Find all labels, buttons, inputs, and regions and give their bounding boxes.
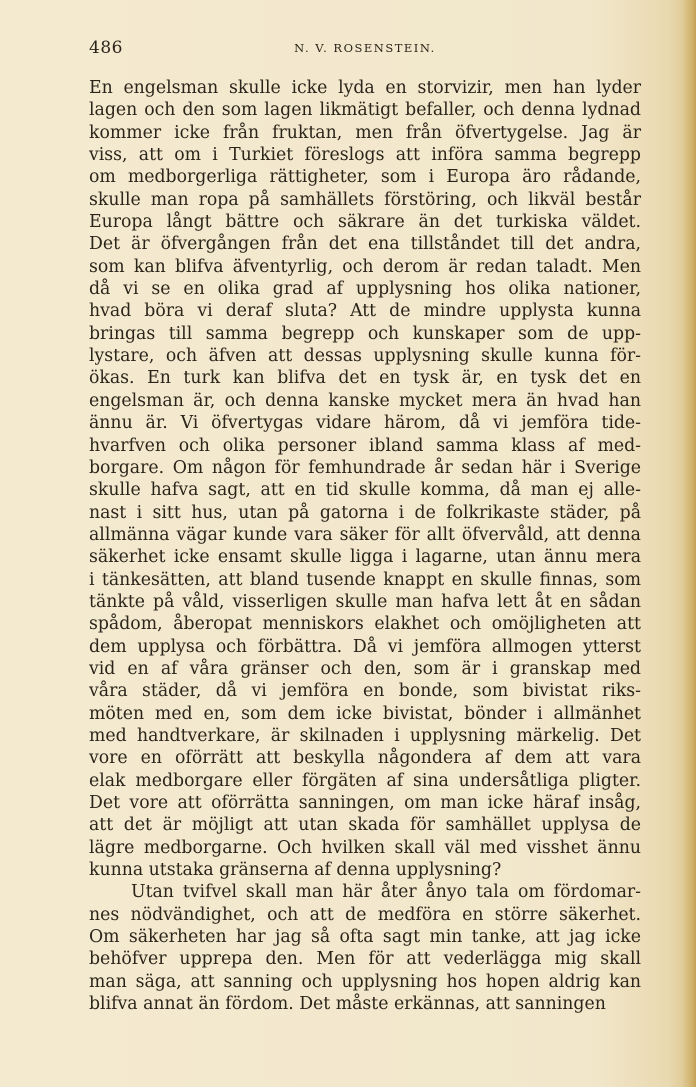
text-line: ökas. En turk kan blifva det en tysk är, en tysk det en xyxy=(89,368,641,389)
text-line: Europa långt bättre och säkrare än det turkiska väldet. xyxy=(89,212,641,233)
text-line: vore en oförrätt att beskylla någondera af dem att vara xyxy=(89,748,641,769)
text-line: skulle hafva sagt, att en tid skulle komma, då man ej alle- xyxy=(89,480,641,501)
text-line: allmänna vägar kunde vara säker för allt öfvervåld, att denna xyxy=(89,524,641,545)
text-line: våra städer, då vi jemföra en bonde, som bivistat riks- xyxy=(89,681,641,702)
text-line: Utan tvifvel skall man här åter ånyo tala om fördomar- xyxy=(131,882,641,903)
text-line: dem upplysa och förbättra. Då vi jemföra allmogen ytterst xyxy=(89,636,641,657)
text-line: Det vore att oförrätta sanningen, om man icke häraf insåg, xyxy=(89,793,641,813)
text-line: borgare. Om någon för femhundrade år sedan här i Sverige xyxy=(89,457,641,478)
text-line: behöfver upprepa den. Men för att vederlägga mig skall xyxy=(89,949,641,970)
text-line: Det är öfvergången från det ena tillståndet till det andra, xyxy=(89,234,641,255)
page-edge xyxy=(682,0,696,1087)
text-line: spådom, åberopat menniskors elakhet och omöjligheten att xyxy=(89,614,641,635)
text-line: säkerhet icke ensamt skulle ligga i lagarne, utan ännu mera xyxy=(89,547,641,568)
text-line: nes nödvändighet, och att de medföra en större säkerhet. xyxy=(89,904,641,925)
body-text xyxy=(89,77,641,1015)
text-line: blifva annat än fördom. Det måste erkännas, att sanningen xyxy=(89,994,606,1015)
text-line: att det är möjligt att utan skada för samhället upplysa de xyxy=(89,815,641,836)
text-line: man säga, att sanning och upplysning hos hopen aldrig kan xyxy=(89,971,641,992)
text-line: hvarfven och olika personer ibland samma klass af med- xyxy=(89,435,641,456)
page-number: 486 xyxy=(89,38,123,58)
text-line: ännu är. Vi öfvertygas vidare härom, då vi jemföra tide- xyxy=(89,413,641,434)
text-line: lystare, och äfven att dessas upplysning skulle kunna för- xyxy=(89,346,641,367)
text-line: kommer icke från fruktan, men från öfvertygelse. Jag är xyxy=(89,122,641,143)
text-line: engelsman är, och denna kanske mycket mera än hvad han xyxy=(89,390,641,411)
text-line: hvad böra vi deraf sluta? Att de mindre upplysta kunna xyxy=(89,301,641,322)
text-line: om medborgerliga rättigheter, som i Europa äro rådande, xyxy=(89,167,641,188)
text-line: tänkte på våld, visserligen skulle man hafva lett åt en sådan xyxy=(89,591,641,612)
text-line: nast i sitt hus, utan på gatorna i de folkrikaste städer, på xyxy=(89,502,641,523)
text-line: En engelsman skulle icke lyda en storvizir, men han lyder xyxy=(89,78,641,98)
text-line: elak medborgare eller förgäten af sina undersåtliga pligter. xyxy=(89,770,641,791)
page-header xyxy=(89,38,641,58)
text-line: Om säkerheten har jag så ofta sagt min tanke, att jag icke xyxy=(89,927,641,948)
text-line: med handtverkare, är skilnaden i upplysning märkelig. Det xyxy=(89,725,641,746)
text-line: skulle man ropa på samhällets förstöring, och likväl består xyxy=(89,189,641,210)
text-line: bringas till samma begrepp och kunskaper som de upp- xyxy=(89,323,641,344)
text-line: i tänkesätten, att bland tusende knappt en skulle finnas, som xyxy=(89,569,641,590)
text-line: lägre medborgarne. Och hvilken skall väl med visshet ännu xyxy=(89,837,641,858)
running-head: N. V. ROSENSTEIN. xyxy=(294,41,436,55)
text-line: som kan blifva äfventyrlig, och derom är redan taladt. Men xyxy=(89,256,641,277)
text-line: lagen och den som lagen likmätigt befaller, och denna lydnad xyxy=(89,100,641,121)
text-line: möten med en, som dem icke bivistat, bönder i allmänhet xyxy=(89,703,641,724)
text-line: vid en af våra gränser och den, som är i granskap med xyxy=(89,658,641,679)
text-line: viss, att om i Turkiet föreslogs att införa samma begrepp xyxy=(89,145,641,166)
text-line: kunna utstaka gränserna af denna upplysning? xyxy=(89,860,502,881)
text-line: då vi se en olika grad af upplysning hos olika nationer, xyxy=(89,279,641,300)
